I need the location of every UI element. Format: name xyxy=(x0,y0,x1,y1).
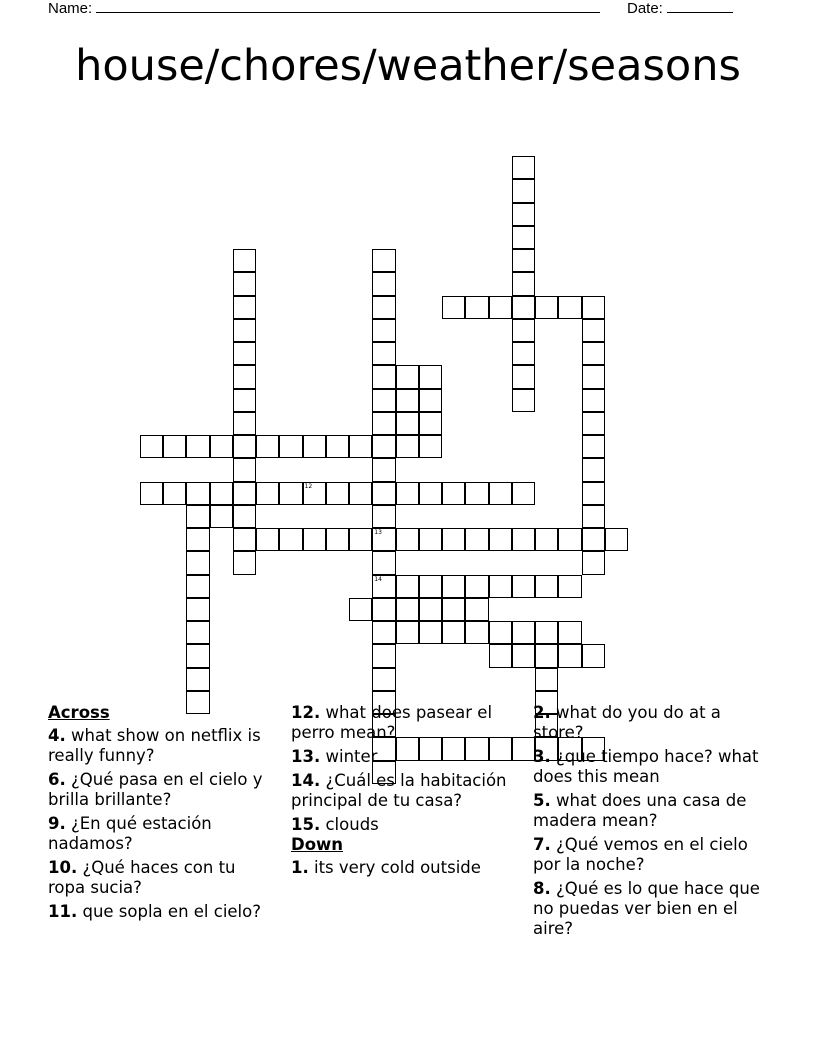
crossword-cell[interactable] xyxy=(465,598,488,621)
crossword-cell[interactable] xyxy=(372,365,395,388)
crossword-cell[interactable] xyxy=(512,319,535,342)
crossword-cell[interactable] xyxy=(512,575,535,598)
down-clue: 3. ¿que tiempo hace? what does this mean xyxy=(533,747,759,786)
crossword-cell[interactable] xyxy=(512,226,535,249)
crossword-cell[interactable] xyxy=(186,528,209,551)
crossword-cell[interactable] xyxy=(582,528,605,551)
crossword-cell[interactable] xyxy=(512,249,535,272)
crossword-cell[interactable] xyxy=(442,528,465,551)
crossword-cell[interactable] xyxy=(140,482,163,505)
crossword-cell[interactable] xyxy=(396,528,419,551)
crossword-cell[interactable] xyxy=(233,551,256,574)
crossword-cell[interactable] xyxy=(605,528,628,551)
crossword-cell[interactable] xyxy=(489,528,512,551)
crossword-cell[interactable] xyxy=(210,505,233,528)
crossword-cell[interactable] xyxy=(396,482,419,505)
crossword-cell[interactable] xyxy=(558,575,581,598)
down-clue: 7. ¿Qué vemos en el cielo por la noche? xyxy=(533,835,748,874)
crossword-cell[interactable] xyxy=(186,598,209,621)
crossword-cell[interactable] xyxy=(186,482,209,505)
crossword-cell[interactable] xyxy=(279,482,302,505)
crossword-cell[interactable] xyxy=(582,644,605,667)
crossword-cell[interactable] xyxy=(326,528,349,551)
crossword-cell[interactable] xyxy=(233,272,256,295)
crossword-cell[interactable] xyxy=(396,598,419,621)
across-clue: 4. what show on netflix is really funny? xyxy=(48,726,261,765)
crossword-cell[interactable] xyxy=(233,412,256,435)
crossword-cell[interactable] xyxy=(419,482,442,505)
crossword-cell[interactable] xyxy=(582,389,605,412)
crossword-cell[interactable] xyxy=(256,435,279,458)
crossword-cell[interactable] xyxy=(326,435,349,458)
crossword-cell[interactable] xyxy=(186,668,209,691)
crossword-cell[interactable] xyxy=(186,551,209,574)
across-clue: 6. ¿Qué pasa en el cielo y brilla brillante? xyxy=(48,770,263,809)
crossword-cell[interactable] xyxy=(349,528,372,551)
crossword-cell[interactable] xyxy=(372,482,395,505)
crossword-cell[interactable] xyxy=(512,528,535,551)
crossword-cell[interactable] xyxy=(372,644,395,667)
crossword-cell[interactable] xyxy=(442,621,465,644)
crossword-cell[interactable] xyxy=(512,621,535,644)
clue-column-1 xyxy=(48,703,276,926)
crossword-cell[interactable] xyxy=(512,482,535,505)
crossword-cell[interactable] xyxy=(372,249,395,272)
crossword-cell[interactable] xyxy=(582,342,605,365)
crossword-cell[interactable] xyxy=(419,365,442,388)
crossword-cell[interactable] xyxy=(512,179,535,202)
crossword-cell[interactable] xyxy=(396,435,419,458)
crossword-cell[interactable] xyxy=(465,482,488,505)
crossword-cell[interactable] xyxy=(582,412,605,435)
crossword-cell[interactable] xyxy=(582,458,605,481)
across-clue: 15. clouds xyxy=(291,815,379,834)
crossword-cell[interactable] xyxy=(372,435,395,458)
across-clue: 13. winter xyxy=(291,747,378,766)
crossword-cell[interactable] xyxy=(535,296,558,319)
crossword-cell[interactable] xyxy=(558,296,581,319)
crossword-cell[interactable] xyxy=(372,389,395,412)
crossword-cell[interactable] xyxy=(396,389,419,412)
crossword-cell[interactable] xyxy=(372,551,395,574)
crossword-cell[interactable] xyxy=(396,412,419,435)
crossword-cell[interactable] xyxy=(372,575,395,598)
crossword-cell[interactable] xyxy=(558,644,581,667)
crossword-cell[interactable] xyxy=(186,621,209,644)
crossword-cell[interactable] xyxy=(419,528,442,551)
crossword-cell[interactable] xyxy=(186,575,209,598)
crossword-cell[interactable] xyxy=(465,621,488,644)
crossword-cell[interactable] xyxy=(349,598,372,621)
crossword-cell[interactable] xyxy=(372,272,395,295)
down-clue: 8. ¿Qué es lo que hace que no puedas ver bien en el aire? xyxy=(533,879,760,938)
crossword-cell[interactable] xyxy=(512,365,535,388)
crossword-cell[interactable] xyxy=(256,482,279,505)
crossword-cell[interactable] xyxy=(233,342,256,365)
clue-number: 14 xyxy=(374,575,382,583)
clue-column-3 xyxy=(533,703,761,943)
crossword-cell[interactable] xyxy=(582,296,605,319)
crossword-cell[interactable] xyxy=(210,482,233,505)
crossword-cell[interactable] xyxy=(326,482,349,505)
crossword-cell[interactable] xyxy=(558,528,581,551)
crossword-cell[interactable] xyxy=(582,505,605,528)
across-heading: Across xyxy=(48,703,110,722)
crossword-cell[interactable] xyxy=(372,505,395,528)
across-clue: 14. ¿Cuál es la habitación principal de tu casa? xyxy=(291,771,507,810)
crossword-cell[interactable] xyxy=(372,528,395,551)
crossword-cell[interactable] xyxy=(512,342,535,365)
crossword-cell[interactable] xyxy=(465,575,488,598)
crossword-cell[interactable] xyxy=(140,435,163,458)
down-heading: Down xyxy=(291,835,344,854)
crossword-cell[interactable] xyxy=(349,482,372,505)
down-clue: 5. what does una casa de madera mean? xyxy=(533,791,747,830)
crossword-cell[interactable] xyxy=(279,528,302,551)
crossword-cell[interactable] xyxy=(582,319,605,342)
crossword-cell[interactable] xyxy=(512,389,535,412)
name-label: Name: xyxy=(48,0,93,17)
crossword-cell[interactable] xyxy=(442,296,465,319)
crossword-cell[interactable] xyxy=(419,435,442,458)
crossword-cell[interactable] xyxy=(233,389,256,412)
across-clue: 12. what does pasear el perro mean? xyxy=(291,703,493,742)
crossword-cell[interactable] xyxy=(489,575,512,598)
crossword-cell[interactable] xyxy=(396,365,419,388)
crossword-cell[interactable] xyxy=(419,575,442,598)
crossword-cell[interactable] xyxy=(256,528,279,551)
crossword-cell[interactable] xyxy=(303,435,326,458)
crossword-cell[interactable] xyxy=(372,412,395,435)
crossword-cell[interactable] xyxy=(465,296,488,319)
crossword-cell[interactable] xyxy=(233,249,256,272)
crossword-cell[interactable] xyxy=(233,528,256,551)
crossword-cell[interactable] xyxy=(372,621,395,644)
crossword-cell[interactable] xyxy=(535,644,558,667)
crossword-cell[interactable] xyxy=(535,575,558,598)
crossword-cell[interactable] xyxy=(233,365,256,388)
crossword-cell[interactable] xyxy=(465,528,488,551)
crossword-cell[interactable] xyxy=(372,342,395,365)
crossword-cell[interactable] xyxy=(372,296,395,319)
crossword-cell[interactable] xyxy=(372,319,395,342)
crossword-cell[interactable] xyxy=(233,482,256,505)
crossword-cell[interactable] xyxy=(442,575,465,598)
crossword-cell[interactable] xyxy=(396,575,419,598)
crossword-cell[interactable] xyxy=(489,482,512,505)
crossword-cell[interactable] xyxy=(489,621,512,644)
crossword-cell[interactable] xyxy=(489,644,512,667)
crossword-cell[interactable] xyxy=(512,156,535,179)
crossword-cell[interactable] xyxy=(279,435,302,458)
crossword-cell[interactable] xyxy=(512,644,535,667)
crossword-cell[interactable] xyxy=(535,668,558,691)
crossword-cell[interactable] xyxy=(419,598,442,621)
puzzle-title: house/chores/weather/seasons xyxy=(75,41,741,91)
crossword-cell[interactable] xyxy=(419,621,442,644)
crossword-cell[interactable] xyxy=(233,296,256,319)
crossword-cell[interactable] xyxy=(372,668,395,691)
crossword-cell[interactable] xyxy=(233,319,256,342)
crossword-cell[interactable] xyxy=(163,482,186,505)
crossword-cell[interactable] xyxy=(512,203,535,226)
down-clue: 2. what do you do at a store? xyxy=(533,703,721,742)
across-clue: 10. ¿Qué haces con tu ropa sucia? xyxy=(48,858,236,897)
crossword-cell[interactable] xyxy=(419,412,442,435)
crossword-cell[interactable] xyxy=(186,435,209,458)
crossword-cell[interactable] xyxy=(233,505,256,528)
crossword-cell[interactable] xyxy=(442,482,465,505)
crossword-cell[interactable] xyxy=(303,528,326,551)
crossword-cell[interactable] xyxy=(303,482,326,505)
across-clue: 11. que sopla en el cielo? xyxy=(48,902,261,921)
crossword-cell[interactable] xyxy=(558,621,581,644)
crossword-cell[interactable] xyxy=(512,296,535,319)
crossword-cell[interactable] xyxy=(349,435,372,458)
date-label: Date: xyxy=(627,0,663,17)
clue-number: 13 xyxy=(374,529,382,536)
crossword-cell[interactable] xyxy=(233,435,256,458)
crossword-cell[interactable] xyxy=(419,389,442,412)
crossword-cell[interactable] xyxy=(582,482,605,505)
crossword-cell[interactable] xyxy=(582,551,605,574)
crossword-cell[interactable] xyxy=(535,528,558,551)
across-clue: 9. ¿En qué estación nadamos? xyxy=(48,814,212,853)
crossword-cell[interactable] xyxy=(442,598,465,621)
crossword-cell[interactable] xyxy=(396,621,419,644)
crossword-cell[interactable] xyxy=(372,598,395,621)
crossword-cell[interactable] xyxy=(233,458,256,481)
crossword-cell[interactable] xyxy=(186,505,209,528)
crossword-cell[interactable] xyxy=(163,435,186,458)
down-clue: 1. its very cold outside xyxy=(291,858,481,877)
clue-column-2 xyxy=(291,703,519,882)
crossword-cell[interactable] xyxy=(210,435,233,458)
crossword-cell[interactable] xyxy=(489,296,512,319)
crossword-cell[interactable] xyxy=(372,458,395,481)
crossword-cell[interactable] xyxy=(582,365,605,388)
clue-number: 12 xyxy=(304,482,313,490)
crossword-cell[interactable] xyxy=(512,272,535,295)
crossword-cell[interactable] xyxy=(535,621,558,644)
crossword-cell[interactable] xyxy=(186,644,209,667)
crossword-cell[interactable] xyxy=(582,435,605,458)
